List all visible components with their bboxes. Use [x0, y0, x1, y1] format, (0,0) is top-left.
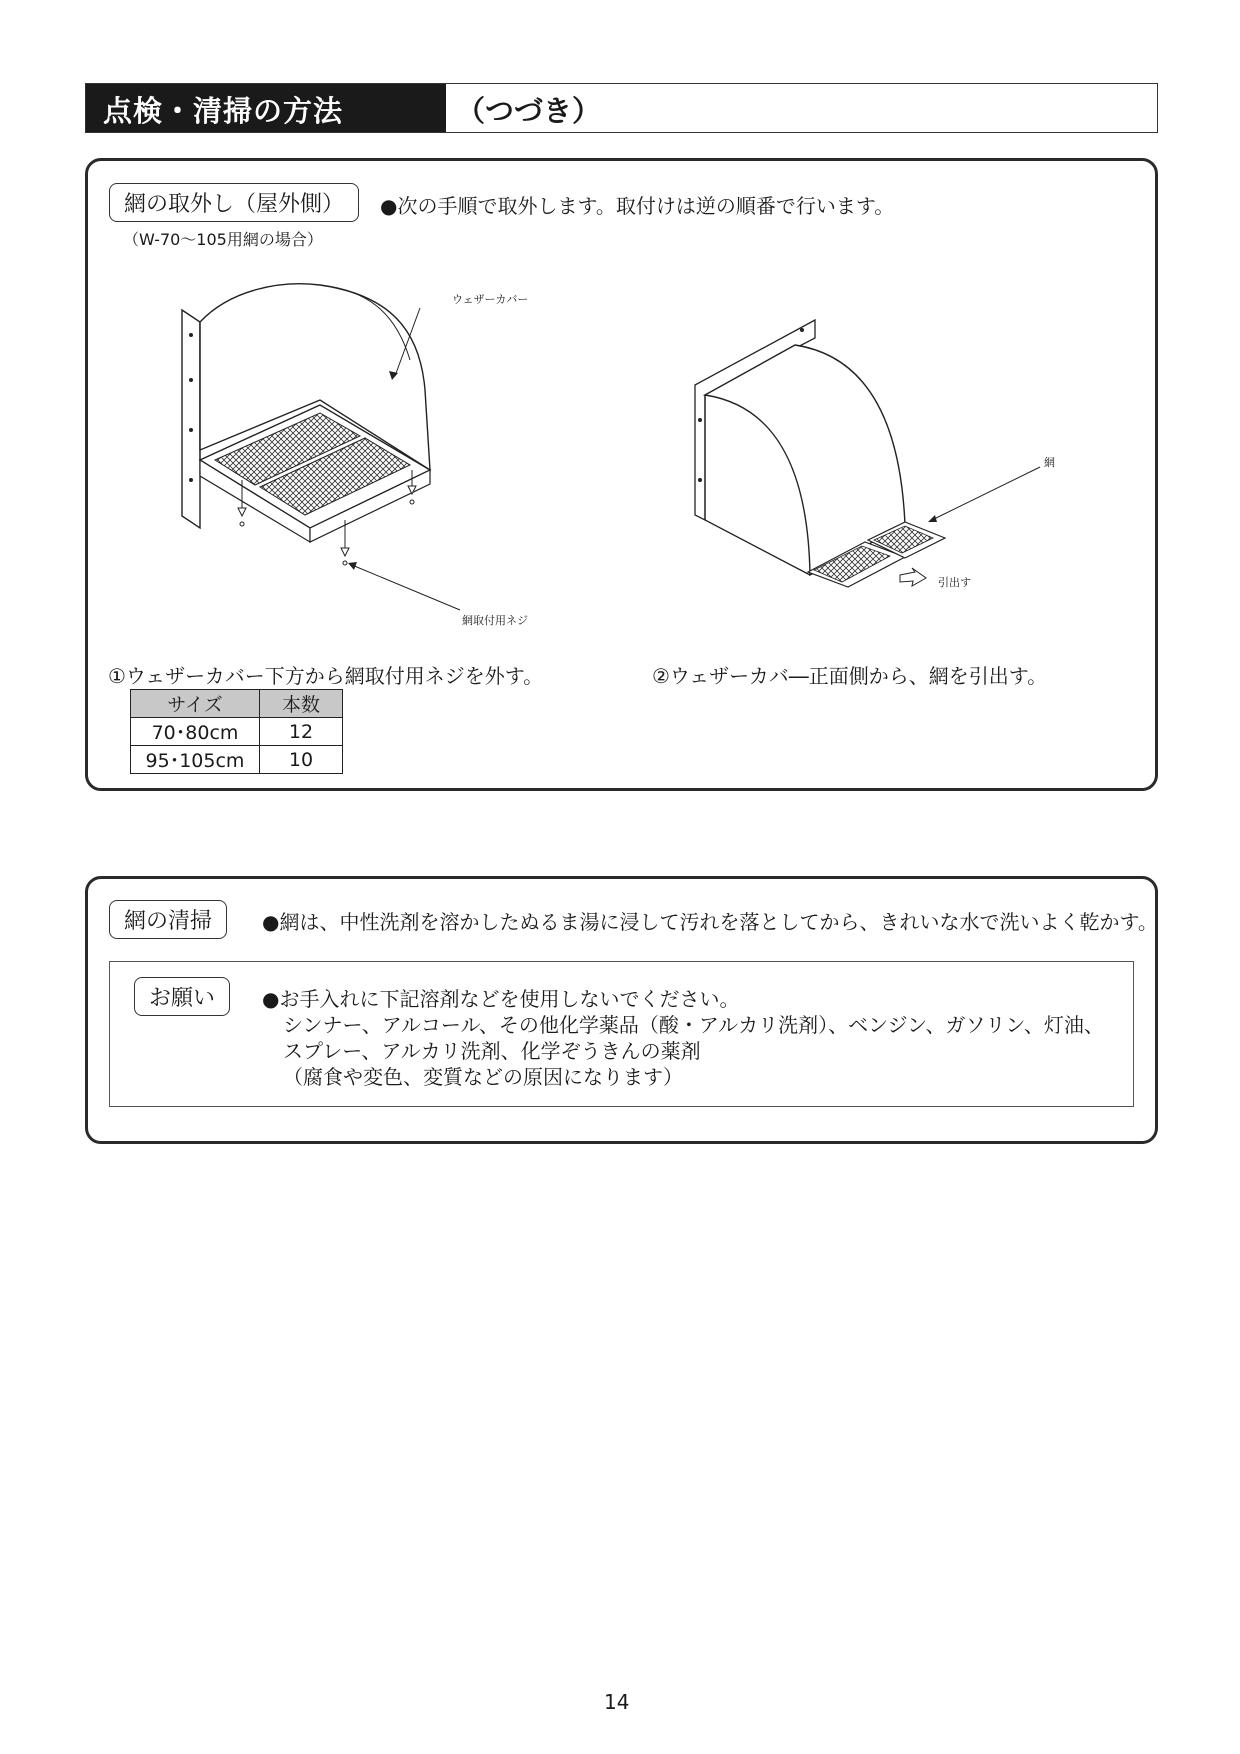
label-net: 網	[1044, 456, 1055, 469]
request-line-2: シンナー、アルコール、その他化学薬品（酸・アルカリ洗剤）、ベンジン、ガソリン、灯油、	[283, 1013, 1104, 1037]
label-net-screw: 網取付用ネジ	[462, 614, 528, 627]
figure-pull-out-net	[690, 310, 1090, 610]
net-removal-intro: ●次の手順で取外します。取付けは逆の順番で行います。	[380, 194, 895, 218]
table-header-row	[131, 690, 343, 718]
net-removal-tag: 網の取外し（屋外側）	[109, 183, 359, 222]
table-cell-count: 12	[260, 718, 343, 746]
label-pull-out: 引出す	[938, 576, 971, 589]
step-2-text: ②ウェザーカバ―正面側から、網を引出す。	[652, 664, 1048, 688]
request-line-1: ●お手入れに下記溶剤などを使用しないでください。	[262, 987, 740, 1011]
page-title: 点検・清掃の方法	[103, 94, 344, 128]
table-header-size: サイズ	[131, 690, 260, 718]
figure-remove-screws	[170, 280, 550, 640]
table-header-count: 本数	[260, 690, 343, 718]
request-tag: お願い	[134, 977, 230, 1016]
label-weather-cover: ウェザーカバー	[452, 293, 529, 306]
table-cell-size: 70･80cm	[131, 718, 260, 746]
section-header	[85, 83, 1158, 133]
net-cleaning-text: ●網は、中性洗剤を溶かしたぬるま湯に浸して汚れを落としてから、きれいな水で洗いよく乾かす。	[262, 910, 1158, 934]
request-line-4: （腐食や変色、変質などの原因になります）	[283, 1065, 683, 1089]
table-cell-size: 95･105cm	[131, 746, 260, 774]
net-removal-model-note: （W-70～105用網の場合）	[123, 230, 323, 249]
page-number: 14	[604, 1690, 630, 1714]
screw-count-table	[130, 689, 343, 774]
step-1-text: ①ウェザーカバー下方から網取付用ネジを外す。	[108, 664, 544, 688]
page-title-continued: （つづき）	[456, 94, 602, 128]
request-line-3: スプレー、アルカリ洗剤、化学ぞうきんの薬剤	[283, 1039, 701, 1063]
table-row	[131, 746, 343, 774]
net-cleaning-tag: 網の清掃	[109, 900, 227, 939]
table-cell-count: 10	[260, 746, 343, 774]
table-row	[131, 718, 343, 746]
